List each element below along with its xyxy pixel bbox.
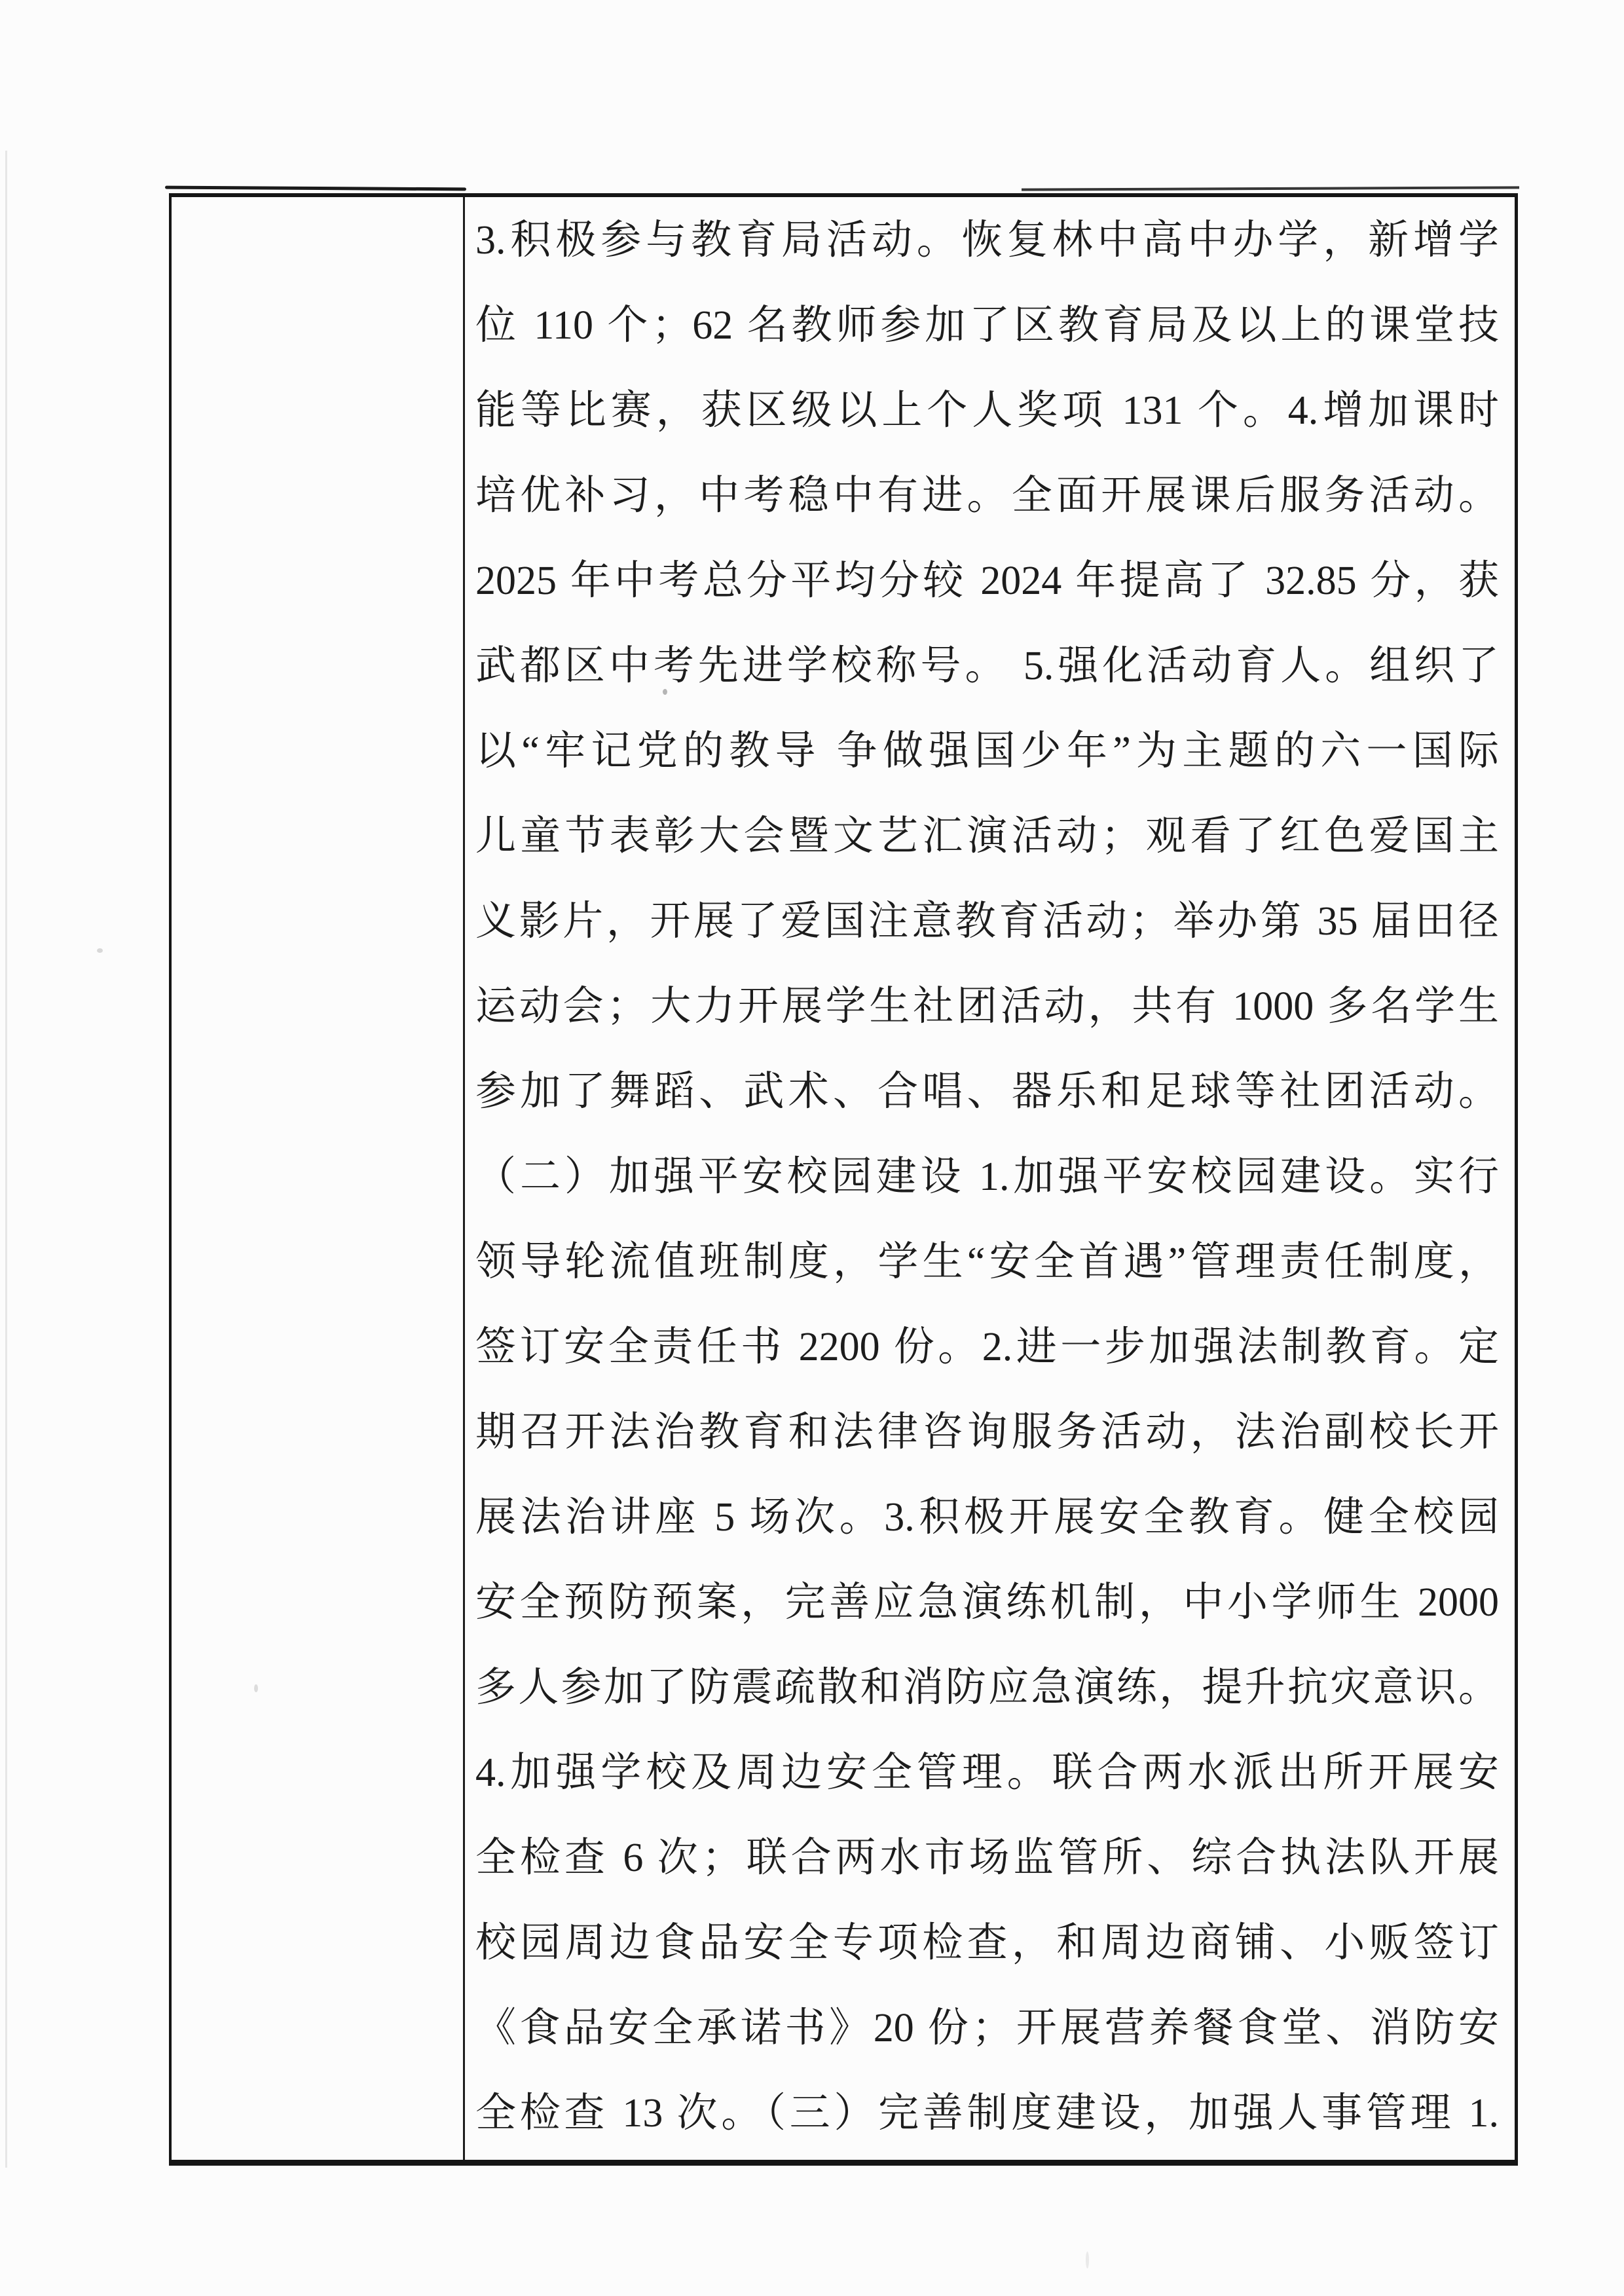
text-line: 全检查 6 次；联合两水市场监管所、综合执法队开展 <box>475 1836 1499 1880</box>
text-line: 3.积极参与教育局活动。恢复林中高中办学，新增学 <box>475 218 1499 263</box>
text-line: 展法治讲座 5 场次。3.积极开展安全教育。健全校园 <box>475 1495 1499 1540</box>
text-line: 2025 年中考总分平均分较 2024 年提高了 32.85 分，获 <box>475 559 1499 603</box>
text-line: 期召开法治教育和法律咨询服务活动，法治副校长开 <box>475 1410 1499 1454</box>
text-line: 多人参加了防震疏散和消防应急演练，提升抗灾意识。 <box>475 1665 1499 1710</box>
text-line: 培优补习，中考稳中有进。全面开展课后服务活动。 <box>475 473 1499 518</box>
text-line: 运动会；大力开展学生社团活动，共有 1000 多名学生 <box>475 984 1499 1029</box>
table-label-cell <box>172 197 465 2160</box>
report-table <box>169 193 1518 2166</box>
scan-speck <box>97 948 103 953</box>
scan-speck <box>663 689 667 695</box>
text-line: 参加了舞蹈、武术、合唱、器乐和足球等社团活动。 <box>475 1069 1499 1114</box>
text-line: 义影片，开展了爱国注意教育活动；举办第 35 届田径 <box>475 899 1499 944</box>
scan-speck <box>254 1684 258 1692</box>
text-line: 4.加强学校及周边安全管理。联合两水派出所开展安 <box>475 1750 1499 1795</box>
text-line: 《食品安全承诺书》20 份；开展营养餐食堂、消防安 <box>475 2006 1499 2050</box>
scan-line-artifact <box>1022 186 1519 191</box>
scan-line-artifact <box>165 186 466 191</box>
text-line: （二）加强平安校园建设 1.加强平安校园建设。实行 <box>475 1155 1499 1199</box>
text-line: 儿童节表彰大会暨文艺汇演活动；观看了红色爱国主 <box>475 814 1499 859</box>
text-line: 全检查 13 次。（三）完善制度建设，加强人事管理 1. <box>475 2091 1499 2136</box>
text-line: 以“牢记党的教导 争做强国少年”为主题的六一国际 <box>475 729 1499 773</box>
table-content-cell <box>465 197 1515 2160</box>
content-text <box>475 198 1499 2156</box>
text-line: 签订安全责任书 2200 份。2.进一步加强法制教育。定 <box>475 1325 1499 1369</box>
scan-speck <box>1086 2251 1089 2268</box>
text-line: 安全预防预案，完善应急演练机制，中小学师生 2000 <box>475 1580 1499 1625</box>
text-line: 位 110 个；62 名教师参加了区教育局及以上的课堂技 <box>475 303 1499 348</box>
text-line: 能等比赛，获区级以上个人奖项 131 个。4.增加课时 <box>475 388 1499 433</box>
text-line: 校园周边食品安全专项检查，和周边商铺、小贩签订 <box>475 1921 1499 1965</box>
text-line: 武都区中考先进学校称号。 5.强化活动育人。组织了 <box>475 644 1499 688</box>
text-line: 领导轮流值班制度，学生“安全首遇”管理责任制度， <box>475 1240 1499 1284</box>
scan-edge-artifact <box>5 151 7 2168</box>
